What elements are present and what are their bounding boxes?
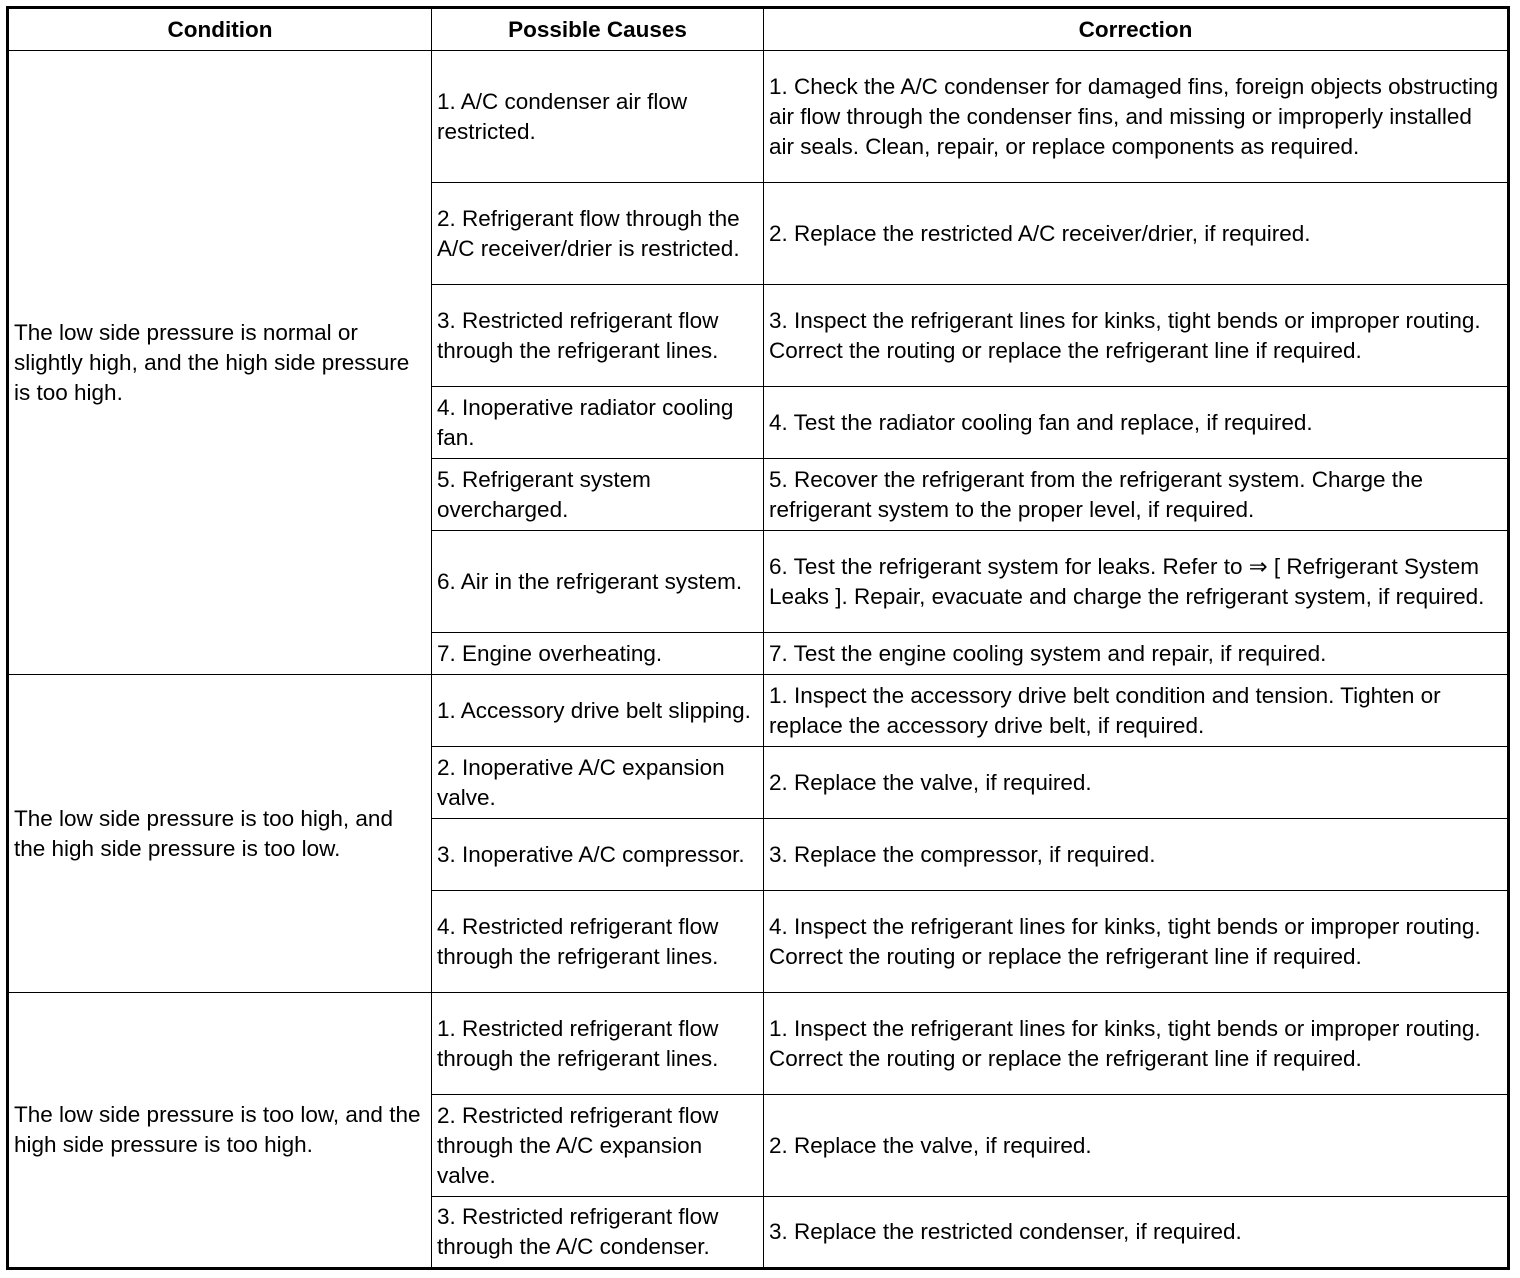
cause-cell: 4. Restricted refrigerant flow through the refrigerant lines. — [432, 891, 764, 993]
correction-cell: 3. Inspect the refrigerant lines for kinks, tight bends or improper routing. Correct the routing or replace the refrigerant line if required. — [764, 285, 1509, 387]
table-row — [8, 51, 1509, 183]
correction-cell: 4. Inspect the refrigerant lines for kinks, tight bends or improper routing. Correct the routing or replace the refrigerant line if required. — [764, 891, 1509, 993]
header-row — [8, 8, 1509, 51]
correction-cell: 5. Recover the refrigerant from the refrigerant system. Charge the refrigerant system to the proper level, if required. — [764, 459, 1509, 531]
cause-cell: 7. Engine overheating. — [432, 633, 764, 675]
cause-cell: 5. Refrigerant system overcharged. — [432, 459, 764, 531]
cause-cell: 2. Restricted refrigerant flow through the A/C expansion valve. — [432, 1095, 764, 1197]
condition-cell: The low side pressure is normal or slightly high, and the high side pressure is too high. — [8, 51, 432, 675]
correction-cell: 3. Replace the restricted condenser, if required. — [764, 1197, 1509, 1269]
correction-cell: 2. Replace the valve, if required. — [764, 747, 1509, 819]
cause-cell: 1. A/C condenser air flow restricted. — [432, 51, 764, 183]
cause-cell: 4. Inoperative radiator cooling fan. — [432, 387, 764, 459]
correction-cell: 1. Inspect the accessory drive belt condition and tension. Tighten or replace the accessory drive belt, if required. — [764, 675, 1509, 747]
correction-cell: 3. Replace the compressor, if required. — [764, 819, 1509, 891]
table-row — [8, 675, 1509, 747]
cause-cell: 2. Inoperative A/C expansion valve. — [432, 747, 764, 819]
cause-cell: 3. Inoperative A/C compressor. — [432, 819, 764, 891]
cause-cell: 1. Restricted refrigerant flow through the refrigerant lines. — [432, 993, 764, 1095]
cause-cell: 3. Restricted refrigerant flow through the refrigerant lines. — [432, 285, 764, 387]
correction-cell: 1. Inspect the refrigerant lines for kinks, tight bends or improper routing. Correct the routing or replace the refrigerant line if required. — [764, 993, 1509, 1095]
cause-cell: 6. Air in the refrigerant system. — [432, 531, 764, 633]
condition-cell: The low side pressure is too high, and the high side pressure is too low. — [8, 675, 432, 993]
correction-cell: 2. Replace the restricted A/C receiver/drier, if required. — [764, 183, 1509, 285]
header-condition: Condition — [8, 8, 432, 51]
correction-cell: 1. Check the A/C condenser for damaged fins, foreign objects obstructing air flow through the condenser fins, and missing or improperly installed air seals. Clean, repair, or replace components as required. — [764, 51, 1509, 183]
header-possible-causes: Possible Causes — [432, 8, 764, 51]
table-row — [8, 993, 1509, 1095]
correction-cell: 6. Test the refrigerant system for leaks. Refer to ⇒ [ Refrigerant System Leaks ]. Repair, evacuate and charge the refrigerant system, if required. — [764, 531, 1509, 633]
correction-cell: 2. Replace the valve, if required. — [764, 1095, 1509, 1197]
cause-cell: 1. Accessory drive belt slipping. — [432, 675, 764, 747]
correction-cell: 4. Test the radiator cooling fan and replace, if required. — [764, 387, 1509, 459]
header-correction: Correction — [764, 8, 1509, 51]
condition-cell: The low side pressure is too low, and the high side pressure is too high. — [8, 993, 432, 1269]
cause-cell: 2. Refrigerant flow through the A/C receiver/drier is restricted. — [432, 183, 764, 285]
cause-cell: 3. Restricted refrigerant flow through the A/C condenser. — [432, 1197, 764, 1269]
diagnostic-table — [6, 6, 1510, 1270]
correction-cell: 7. Test the engine cooling system and repair, if required. — [764, 633, 1509, 675]
